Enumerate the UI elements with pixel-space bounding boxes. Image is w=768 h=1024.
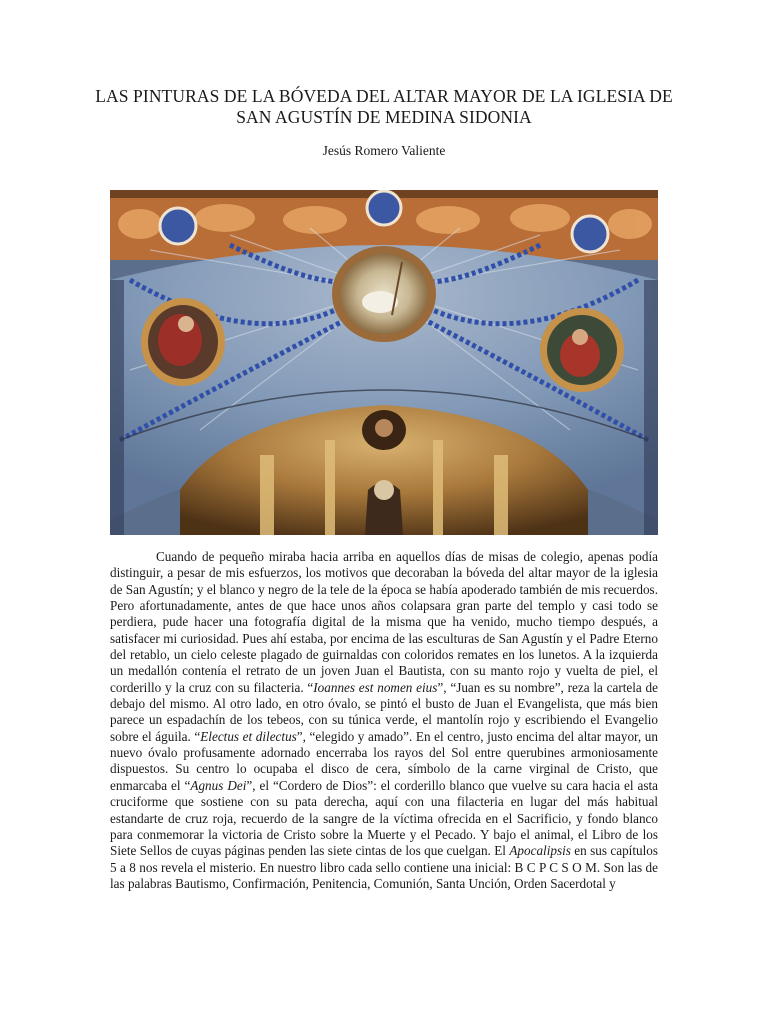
body-text xyxy=(110,549,658,892)
body-paragraph xyxy=(110,549,658,892)
latin-quote-agnus-dei: Agnus Dei xyxy=(190,777,247,793)
text-run: Cuando de pequeño miraba hacia arriba en aquellos días de misas de colegio, apenas podía distinguir, a pesar de mis esfuerzos, los motivos que decoraban la bóveda del altar mayor de la iglesia de San Agustín; y el blanco y negro de la tele de la época se había apoderado también de mis recuerdos. Pero afortunadamente, antes de que hace unos años colapsara gran parte del templo y casi todo se perdiera, pude hacer una fotografía digital de la misma que ha venido, mucho tiempo después, a satisfacer mi curiosidad. Pues ahí estaba, por encima de las esculturas de San Agustín y el Padre Eterno del retablo, un cielo celeste plagado de guirnaldas con coloridos remates en los lunetos. A la izquierda un medallón contenía el retrato de un joven Juan el Bautista, con su manto rojo y vuelta de piel, el corderillo y la cruz con su filacteria. “ xyxy=(110,549,658,695)
title-line-1: LAS PINTURAS DE LA BÓVEDA DEL ALTAR MAYOR DE LA IGLESIA DE xyxy=(95,86,673,106)
text-run: ”, “Juan es su nombre”, reza la cartela de debajo del mismo. Al otro lado, en otro óvalo, se pintó el busto de Juan el Evangelista, que más bien parece un espadachín de los tebeos, con su túnica verde, el mantolín rojo y escribiendo el Evangelio sobre el águila. “ xyxy=(110,679,658,744)
document-title xyxy=(60,86,708,128)
vault-photograph xyxy=(110,190,658,535)
text-run: en sus capítulos 5 a 8 nos revela el misterio. En nuestro libro cada sello contiene una inicial: B C P C S O M. Son las de las palabras Bautismo, Confirmación, Penitencia, Comunión, Santa Unción, Orden Sacerdotal y xyxy=(110,843,658,891)
author-name: Jesús Romero Valiente xyxy=(322,143,446,158)
latin-quote-electus: Electus et dilectus xyxy=(200,728,297,744)
text-run: ”, “elegido y amado”. En el centro, justo encima del altar mayor, un nuevo óvalo profusamente adornado encerraba los rayos del Sol entre querubines armoniosamente dispuestos. Su centro lo ocupaba el disco de cera, símbolo de la carne virginal de Cristo, que enmarcaba el “ xyxy=(110,728,658,793)
title-line-2: SAN AGUSTÍN DE MEDINA SIDONIA xyxy=(236,107,532,127)
text-run: ”, el “Cordero de Dios”: el corderillo blanco que vuelve su cara hacia el asta cruciforme que sostiene con su pata derecha, aquí con una filacteria en lugar del más habitual estandarte de cruz roja, recuerdo de la sangre de la víctima ofrecida en el Sacrificio, y fondo blanco para conmemorar la victoria de Cristo sobre la Muerte y el Pecado. Y bajo el animal, el Libro de los Siete Sellos de cuyas páginas penden las siete cintas de los que cuelgan. El xyxy=(110,777,658,859)
book-title-apocalipsis: Apocalipsis xyxy=(509,843,571,859)
latin-quote-ioannes: Ioannes est nomen eius xyxy=(313,679,438,695)
